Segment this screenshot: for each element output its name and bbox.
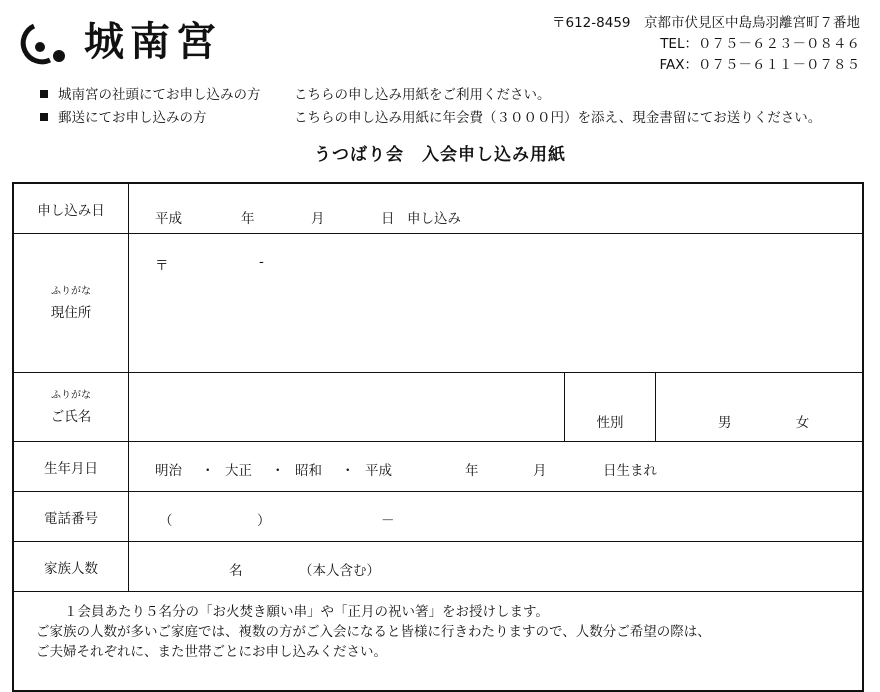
label-address xyxy=(13,234,129,373)
day-unit: 日 xyxy=(381,211,395,227)
name-label: ご氏名 xyxy=(50,409,92,425)
field-application-date[interactable] xyxy=(129,183,864,234)
note-who: 城南宮の社頭にてお申し込みの方 xyxy=(58,87,261,103)
birth-suffix: 日生まれ xyxy=(603,463,657,479)
field-address[interactable] xyxy=(129,234,864,373)
application-form xyxy=(12,182,864,692)
era-meiji[interactable]: 明治 xyxy=(155,463,182,479)
footnote-line: ご夫婦それぞれに、また世帯ごとにお申し込みください。 xyxy=(36,644,387,660)
contact-block xyxy=(552,13,860,76)
field-birthdate[interactable] xyxy=(129,442,864,492)
era-showa[interactable]: 昭和 xyxy=(295,463,322,479)
footnote-line: １会員あたり５名分の「お火焚き願い串」や「正月の祝い箸」をお授けします。 xyxy=(64,604,549,620)
application-notes xyxy=(40,84,822,130)
month-unit: 月 xyxy=(533,463,547,479)
gender-female[interactable]: 女 xyxy=(795,415,810,431)
postal-hyphen: - xyxy=(259,254,264,270)
era-heisei[interactable]: 平成 xyxy=(365,463,392,479)
footnote-line: ご家族の人数が多いご家庭では、複数の方がご入会になると皆様に行きわたりますので、人数分ご希望の際は、 xyxy=(36,624,711,640)
label-application-date: 申し込み日 xyxy=(13,183,129,234)
row-address xyxy=(13,234,863,373)
row-name xyxy=(13,373,863,442)
tel-number: TEL：０７５－６２３－０８４６ xyxy=(660,36,860,52)
postal-mark: 〒 xyxy=(155,258,169,274)
shrine-logo-text: 城南宮 xyxy=(84,18,222,65)
apply-suffix: 申し込み xyxy=(407,211,461,227)
month-unit: 月 xyxy=(311,211,325,227)
area-code-close: ） xyxy=(257,513,271,529)
row-birthdate xyxy=(13,442,863,492)
address-label: 現住所 xyxy=(50,305,92,321)
phone-dash: － xyxy=(381,513,395,529)
era-dot: ・ xyxy=(341,463,355,479)
postal-address: 〒612-8459 京都市伏見区中島鳥羽離宮町７番地 xyxy=(552,15,860,31)
gender-male[interactable]: 男 xyxy=(718,415,732,431)
family-note: （本人含む） xyxy=(299,563,380,579)
era-text: 平成 xyxy=(155,211,182,227)
shrine-crest-icon xyxy=(20,22,68,66)
field-name[interactable] xyxy=(129,373,565,442)
row-phone xyxy=(13,492,863,542)
area-code-open: （ xyxy=(159,513,173,529)
note-who: 郵送にてお申し込みの方 xyxy=(58,110,207,126)
square-bullet-icon xyxy=(40,113,48,121)
label-phone: 電話番号 xyxy=(13,492,129,542)
square-bullet-icon xyxy=(40,90,48,98)
label-birthdate: 生年月日 xyxy=(13,442,129,492)
label-family-count: 家族人数 xyxy=(13,542,129,592)
era-taisho[interactable]: 大正 xyxy=(225,463,252,479)
era-dot: ・ xyxy=(271,463,285,479)
footnote xyxy=(13,592,863,692)
year-unit: 年 xyxy=(241,211,255,227)
furigana-label: ふりがな xyxy=(51,390,91,401)
row-footnote xyxy=(13,592,863,692)
label-gender: 性別 xyxy=(565,373,656,442)
field-phone[interactable] xyxy=(129,492,864,542)
note-how: こちらの申し込み用紙に年会費（３０００円）を添え、現金書留にてお送りください。 xyxy=(294,110,822,126)
note-mail xyxy=(40,107,822,130)
form-title: うつばり会 入会申し込み用紙 xyxy=(314,145,566,165)
year-unit: 年 xyxy=(465,463,479,479)
family-unit: 名 xyxy=(229,563,243,579)
row-family-count xyxy=(13,542,863,592)
furigana-label: ふりがな xyxy=(51,286,91,297)
field-family-count[interactable] xyxy=(129,542,864,592)
label-name xyxy=(13,373,129,442)
era-dot: ・ xyxy=(201,463,215,479)
note-how: こちらの申し込み用紙をご利用ください。 xyxy=(294,87,551,103)
fax-number: FAX：０７５－６１１－０７８５ xyxy=(659,57,860,73)
row-application-date xyxy=(13,183,863,234)
note-shrine-counter xyxy=(40,84,551,107)
field-gender[interactable] xyxy=(656,373,864,442)
